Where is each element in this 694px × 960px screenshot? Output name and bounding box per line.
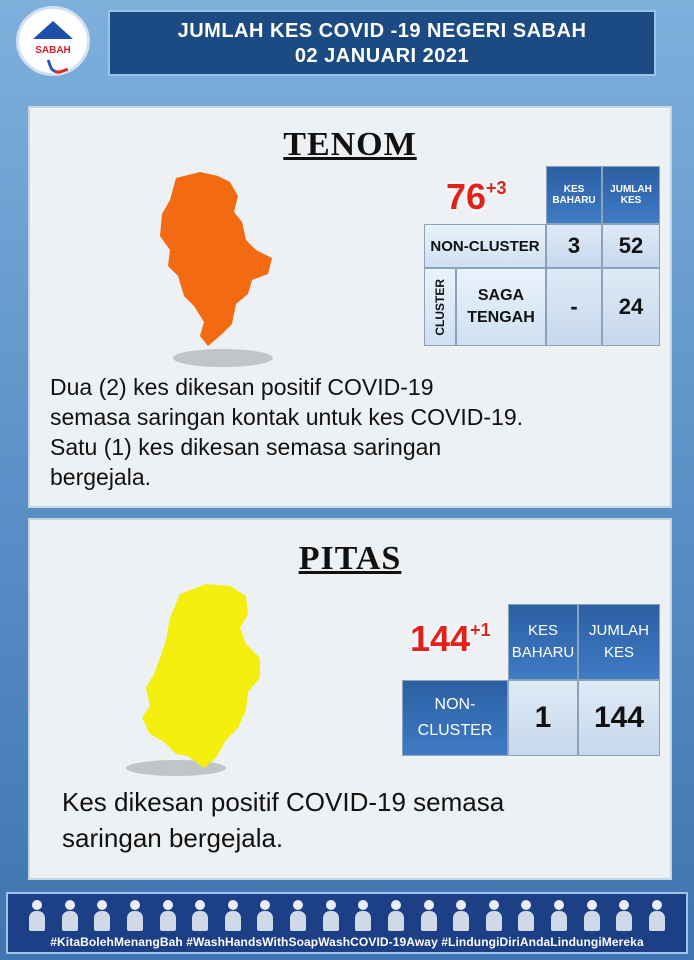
person-icon <box>191 898 209 932</box>
person-icon <box>387 898 405 932</box>
person-icon <box>159 898 177 932</box>
tenom-panel <box>28 106 672 508</box>
person-icon <box>485 898 503 932</box>
pitas-increase: +1 <box>470 620 491 640</box>
page-title: JUMLAH KES COVID -19 NEGERI SABAH <box>177 20 587 42</box>
description-line: Dua (2) kes dikesan positif COVID-19 <box>50 374 434 400</box>
tenom-row-noncluster-total: 52 <box>602 224 660 268</box>
tenom-total <box>446 176 507 218</box>
frontliner-figures <box>28 898 666 934</box>
person-icon <box>126 898 144 932</box>
title-banner <box>108 10 656 76</box>
tenom-row-cluster-total: 24 <box>602 268 660 346</box>
page-date: 02 JANUARI 2021 <box>294 45 470 67</box>
tenom-map <box>148 166 278 376</box>
tenom-header-new: KES BAHARU <box>546 166 602 224</box>
pitas-header-new: KES BAHARU <box>508 604 578 680</box>
sabah-logo <box>16 6 90 76</box>
person-icon <box>28 898 46 932</box>
person-icon <box>517 898 535 932</box>
pitas-panel <box>28 518 672 880</box>
pitas-row-noncluster-total: 144 <box>578 680 660 756</box>
hashtags: #KitaBolehMenangBah #WashHandsWithSoapWashCOVID-19Away #LindungiDiriAndaLindungiMereka <box>50 935 644 949</box>
description-line: bergejala. <box>50 464 152 490</box>
tenom-row-cluster-new: - <box>546 268 602 346</box>
person-icon <box>61 898 79 932</box>
pitas-map <box>120 578 280 788</box>
tenom-description <box>50 372 523 492</box>
description-line: saringan bergejala. <box>62 823 284 853</box>
tenom-row-noncluster-label: NON-CLUSTER <box>424 224 546 268</box>
person-icon <box>550 898 568 932</box>
person-icon <box>615 898 633 932</box>
pitas-header-total: JUMLAH KES <box>578 604 660 680</box>
tenom-map-shape <box>160 172 272 346</box>
tenom-header-total: JUMLAH KES <box>602 166 660 224</box>
district-name-tenom: TENOM <box>283 126 417 163</box>
pitas-description <box>62 784 504 856</box>
description-line: Kes dikesan positif COVID-19 semasa <box>62 787 505 817</box>
person-icon <box>322 898 340 932</box>
pitas-row-noncluster-label: NON-CLUSTER <box>402 680 508 756</box>
person-icon <box>648 898 666 932</box>
pitas-row-noncluster-new: 1 <box>508 680 578 756</box>
pitas-total-count: 144 <box>410 618 471 659</box>
person-icon <box>420 898 438 932</box>
person-icon <box>452 898 470 932</box>
person-icon <box>354 898 372 932</box>
pitas-total <box>410 618 491 660</box>
person-icon <box>583 898 601 932</box>
swoosh-icon <box>47 55 69 77</box>
person-icon <box>93 898 111 932</box>
person-icon <box>224 898 242 932</box>
pitas-map-shape <box>142 584 260 768</box>
district-name-pitas: PITAS <box>298 540 402 577</box>
logo-text: SABAH <box>35 45 71 56</box>
tenom-total-count: 76 <box>446 176 487 217</box>
person-icon <box>289 898 307 932</box>
tenom-increase: +3 <box>486 178 507 198</box>
footer-banner <box>6 892 688 954</box>
person-icon <box>256 898 274 932</box>
tenom-cluster-group <box>424 268 456 346</box>
tenom-row-noncluster-new: 3 <box>546 224 602 268</box>
description-line: semasa saringan kontak untuk kes COVID-19. <box>50 404 524 430</box>
mountain-icon <box>33 21 73 39</box>
cluster-group-label: CLUSTER <box>433 278 447 336</box>
tenom-row-cluster-label: SAGA TENGAH <box>456 268 546 346</box>
description-line: Satu (1) kes dikesan semasa saringan <box>50 434 442 460</box>
